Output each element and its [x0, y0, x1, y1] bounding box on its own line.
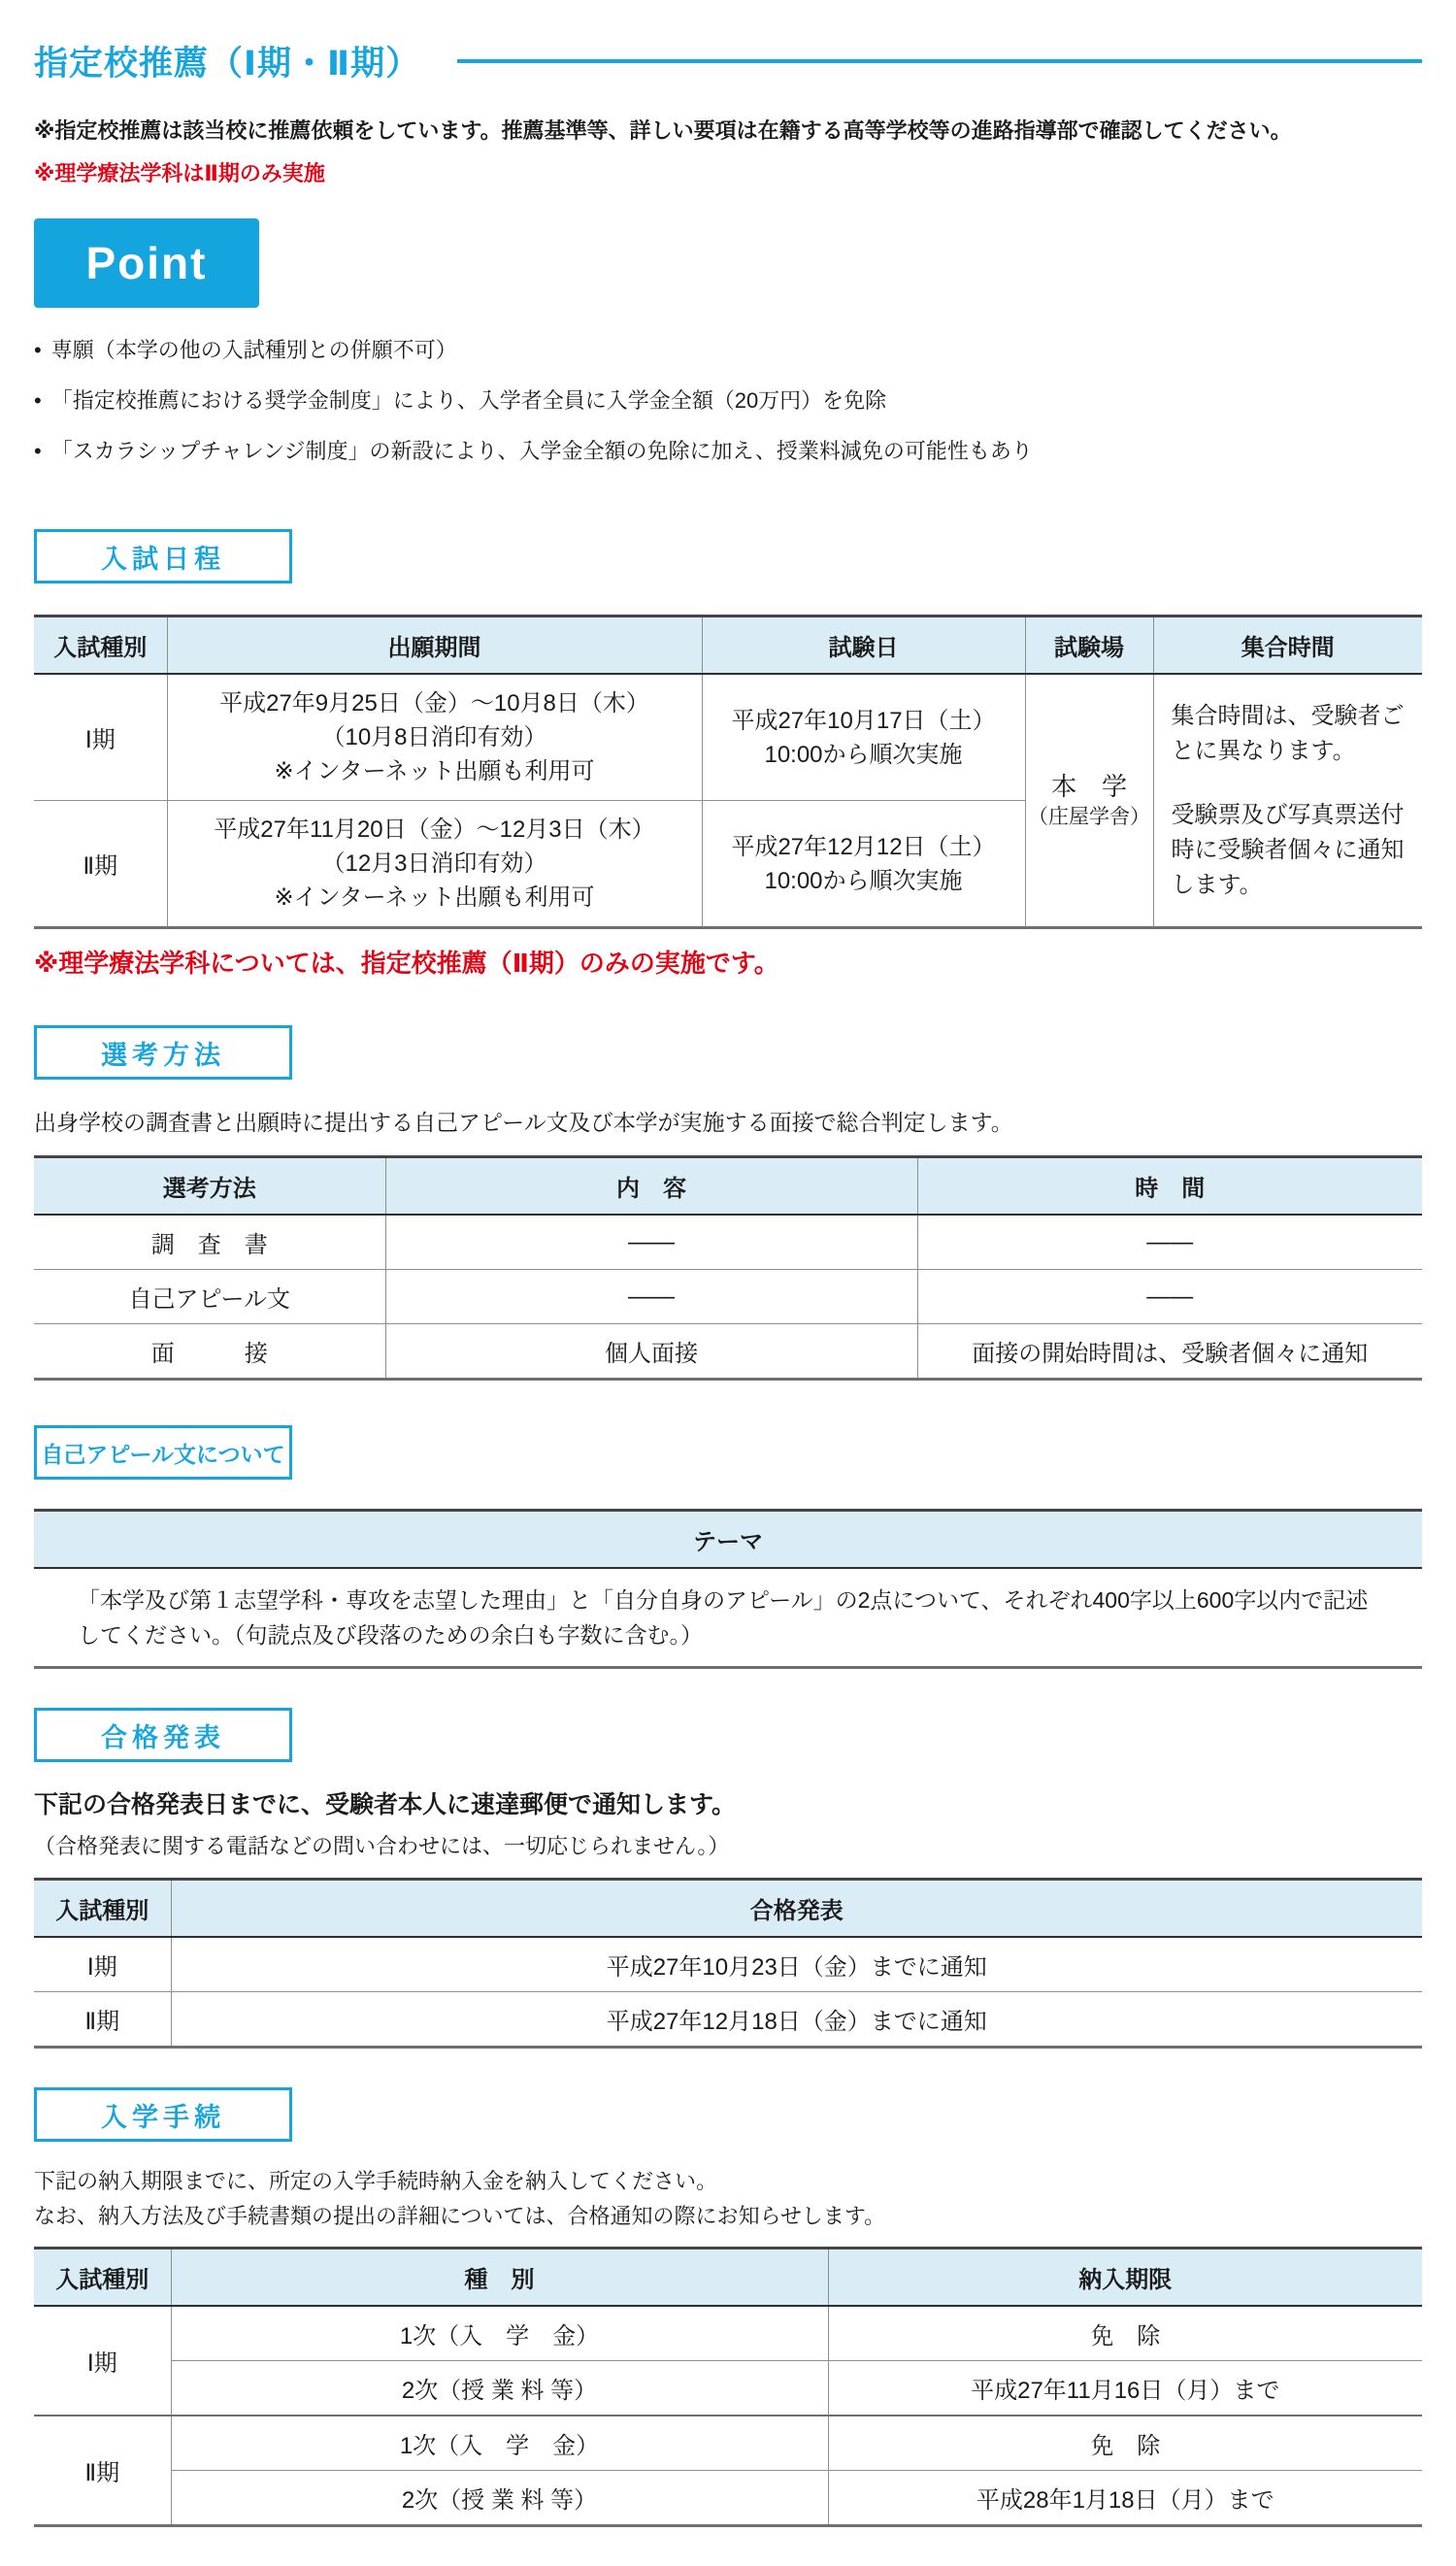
content-cell: ―― — [385, 1215, 917, 1270]
col-header-content: 内 容 — [385, 1157, 917, 1216]
point-badge: Point — [34, 218, 259, 308]
payment-deadline-cell: 免 除 — [828, 2416, 1422, 2471]
table-row — [34, 1270, 1422, 1324]
col-header-application-period: 出願期間 — [167, 617, 702, 675]
exam-date-cell — [702, 801, 1025, 928]
col-header-payment-deadline: 納入期限 — [828, 2249, 1422, 2307]
meeting-time-cell — [1153, 674, 1422, 928]
exam-date-line: 10:00から順次実施 — [764, 741, 963, 768]
exam-date-line: 10:00から順次実施 — [764, 867, 963, 894]
section-heading-selection: 選考方法 — [34, 1025, 292, 1080]
col-header-exam-category: 入試種別 — [34, 617, 167, 675]
point-bullet: • 「スカラシップチャレンジ制度」の新設により、入学金全額の免除に加え、授業料減免の可能性もあり — [34, 438, 1422, 466]
payment-kind-cell: 1次（入 学 金） — [171, 2306, 828, 2361]
announcement-sublead: （合格発表に関する電話などの問い合わせには、一切応じられません。） — [34, 1834, 730, 1859]
venue-building: （庄屋学舎） — [1028, 805, 1150, 828]
period-cell: Ⅰ期 — [34, 1937, 171, 1992]
time-cell: 面接の開始時間は、受験者個々に通知 — [917, 1324, 1422, 1380]
col-header-payment-kind: 種 別 — [171, 2249, 828, 2307]
appeal-theme-table — [34, 1509, 1422, 1669]
col-header-theme: テーマ — [34, 1511, 1422, 1569]
time-cell: ―― — [917, 1270, 1422, 1324]
application-line: （12月3日消印有効） — [321, 850, 547, 878]
table-row — [34, 674, 1422, 801]
schedule-table — [34, 615, 1422, 929]
payment-deadline-cell: 平成27年11月16日（月）まで — [828, 2361, 1422, 2416]
table-row — [34, 2471, 1422, 2526]
exam-date-line: 平成27年10月17日（土） — [731, 707, 996, 734]
venue-name: 本 学 — [1050, 771, 1127, 801]
section-heading-appeal: 自己アピール文について — [34, 1425, 292, 1480]
note-pt-period-only: ※理学療法学科はⅡ期のみ実施 — [34, 160, 325, 185]
table-row — [34, 1568, 1422, 1668]
title-row — [34, 37, 1422, 85]
period-cell: Ⅰ期 — [34, 2306, 171, 2416]
section-heading-schedule: 入試日程 — [34, 529, 292, 583]
period-cell: Ⅱ期 — [34, 801, 167, 928]
point-bullet: • 「指定校推薦における奨学金制度」により、入学者全員に入学金全額（20万円）を免除 — [34, 387, 1422, 416]
application-line: ※インターネット出願も利用可 — [274, 758, 595, 785]
application-line: ※インターネット出願も利用可 — [274, 884, 595, 912]
table-row — [34, 1992, 1422, 2048]
period-cell: Ⅰ期 — [34, 674, 167, 801]
col-header-exam-date: 試験日 — [702, 617, 1025, 675]
content-cell: ―― — [385, 1270, 917, 1324]
payment-kind-cell: 2次（授 業 料 等） — [171, 2471, 828, 2526]
col-header-announcement: 合格発表 — [171, 1880, 1422, 1938]
table-row — [34, 1324, 1422, 1380]
meeting-time-note: 受験票及び写真票送付時に受験者個々に通知します。 — [1171, 801, 1405, 898]
payment-deadline-cell: 免 除 — [828, 2306, 1422, 2361]
application-line: 平成27年11月20日（金）～12月3日（木） — [214, 816, 655, 844]
col-header-meeting-time: 集合時間 — [1153, 617, 1422, 675]
procedure-lead-2: なお、納入方法及び手続書類の提出の詳細については、合格通知の際にお知らせします。 — [34, 2204, 886, 2229]
schedule-note-red: ※理学療法学科については、指定校推薦（Ⅱ期）のみの実施です。 — [34, 949, 779, 979]
table-row — [34, 2416, 1422, 2471]
col-header-exam-category: 入試種別 — [34, 2249, 171, 2307]
period-cell: Ⅱ期 — [34, 1992, 171, 2048]
table-header-row — [34, 1157, 1422, 1216]
table-row — [34, 2361, 1422, 2416]
application-period-cell — [167, 801, 702, 928]
payment-kind-cell: 1次（入 学 金） — [171, 2416, 828, 2471]
table-header-row — [34, 2249, 1422, 2307]
selection-table — [34, 1155, 1422, 1381]
table-header-row — [34, 617, 1422, 675]
section-heading-procedure: 入学手続 — [34, 2087, 292, 2142]
point-bullet-list — [34, 337, 1422, 465]
title-rule — [457, 59, 1422, 63]
point-bullet: • 専願（本学の他の入試種別との併願不可） — [34, 337, 1422, 365]
table-header-row — [34, 1880, 1422, 1938]
note-recommendation: ※指定校推薦は該当校に推薦依頼をしています。推薦基準等、詳しい要項は在籍する高等学校等の進路指導部で確認してください。 — [34, 118, 1292, 143]
venue-cell — [1025, 674, 1153, 928]
method-cell: 調 査 書 — [34, 1215, 385, 1270]
col-header-exam-category: 入試種別 — [34, 1880, 171, 1938]
page-title: 指定校推薦（Ⅰ期・Ⅱ期） — [34, 45, 421, 83]
payment-deadline-cell: 平成28年1月18日（月）まで — [828, 2471, 1422, 2526]
announce-date-cell: 平成27年12月18日（金）までに通知 — [171, 1992, 1422, 2048]
col-header-exam-venue: 試験場 — [1025, 617, 1153, 675]
table-row — [34, 1215, 1422, 1270]
application-line: （10月8日消印有効） — [321, 724, 547, 751]
exam-date-line: 平成27年12月12日（土） — [731, 833, 996, 860]
payment-kind-cell: 2次（授 業 料 等） — [171, 2361, 828, 2416]
col-header-time: 時 間 — [917, 1157, 1422, 1216]
method-cell: 面 接 — [34, 1324, 385, 1380]
col-header-method: 選考方法 — [34, 1157, 385, 1216]
time-cell: ―― — [917, 1215, 1422, 1270]
theme-body-cell: 「本学及び第１志望学科・専攻を志望した理由」と「自分自身のアピール」の2点について、それぞれ400字以上600字以内で記述してください。（句読点及び段落のための余白も字数に含む。） — [34, 1568, 1422, 1668]
announcement-table — [34, 1878, 1422, 2049]
table-header-row — [34, 1511, 1422, 1569]
period-cell: Ⅱ期 — [34, 2416, 171, 2526]
section-heading-announcement: 合格発表 — [34, 1708, 292, 1762]
content-cell: 個人面接 — [385, 1324, 917, 1380]
procedure-lead-1: 下記の納入期限までに、所定の入学手続時納入金を納入してください。 — [34, 2169, 718, 2194]
announce-date-cell: 平成27年10月23日（金）までに通知 — [171, 1937, 1422, 1992]
procedure-table — [34, 2247, 1422, 2527]
application-period-cell — [167, 674, 702, 801]
application-line: 平成27年9月25日（金）～10月8日（木） — [219, 690, 649, 717]
table-row — [34, 1937, 1422, 1992]
method-cell: 自己アピール文 — [34, 1270, 385, 1324]
announcement-lead: 下記の合格発表日までに、受験者本人に速達郵便で通知します。 — [34, 1791, 737, 1819]
selection-intro: 出身学校の調査書と出願時に提出する自己アピール文及び本学が実施する面接で総合判定します。 — [34, 1110, 1013, 1136]
meeting-time-note: 集合時間は、受験者ごとに異なります。 — [1171, 702, 1405, 764]
table-row — [34, 2306, 1422, 2361]
exam-date-cell — [702, 674, 1025, 801]
